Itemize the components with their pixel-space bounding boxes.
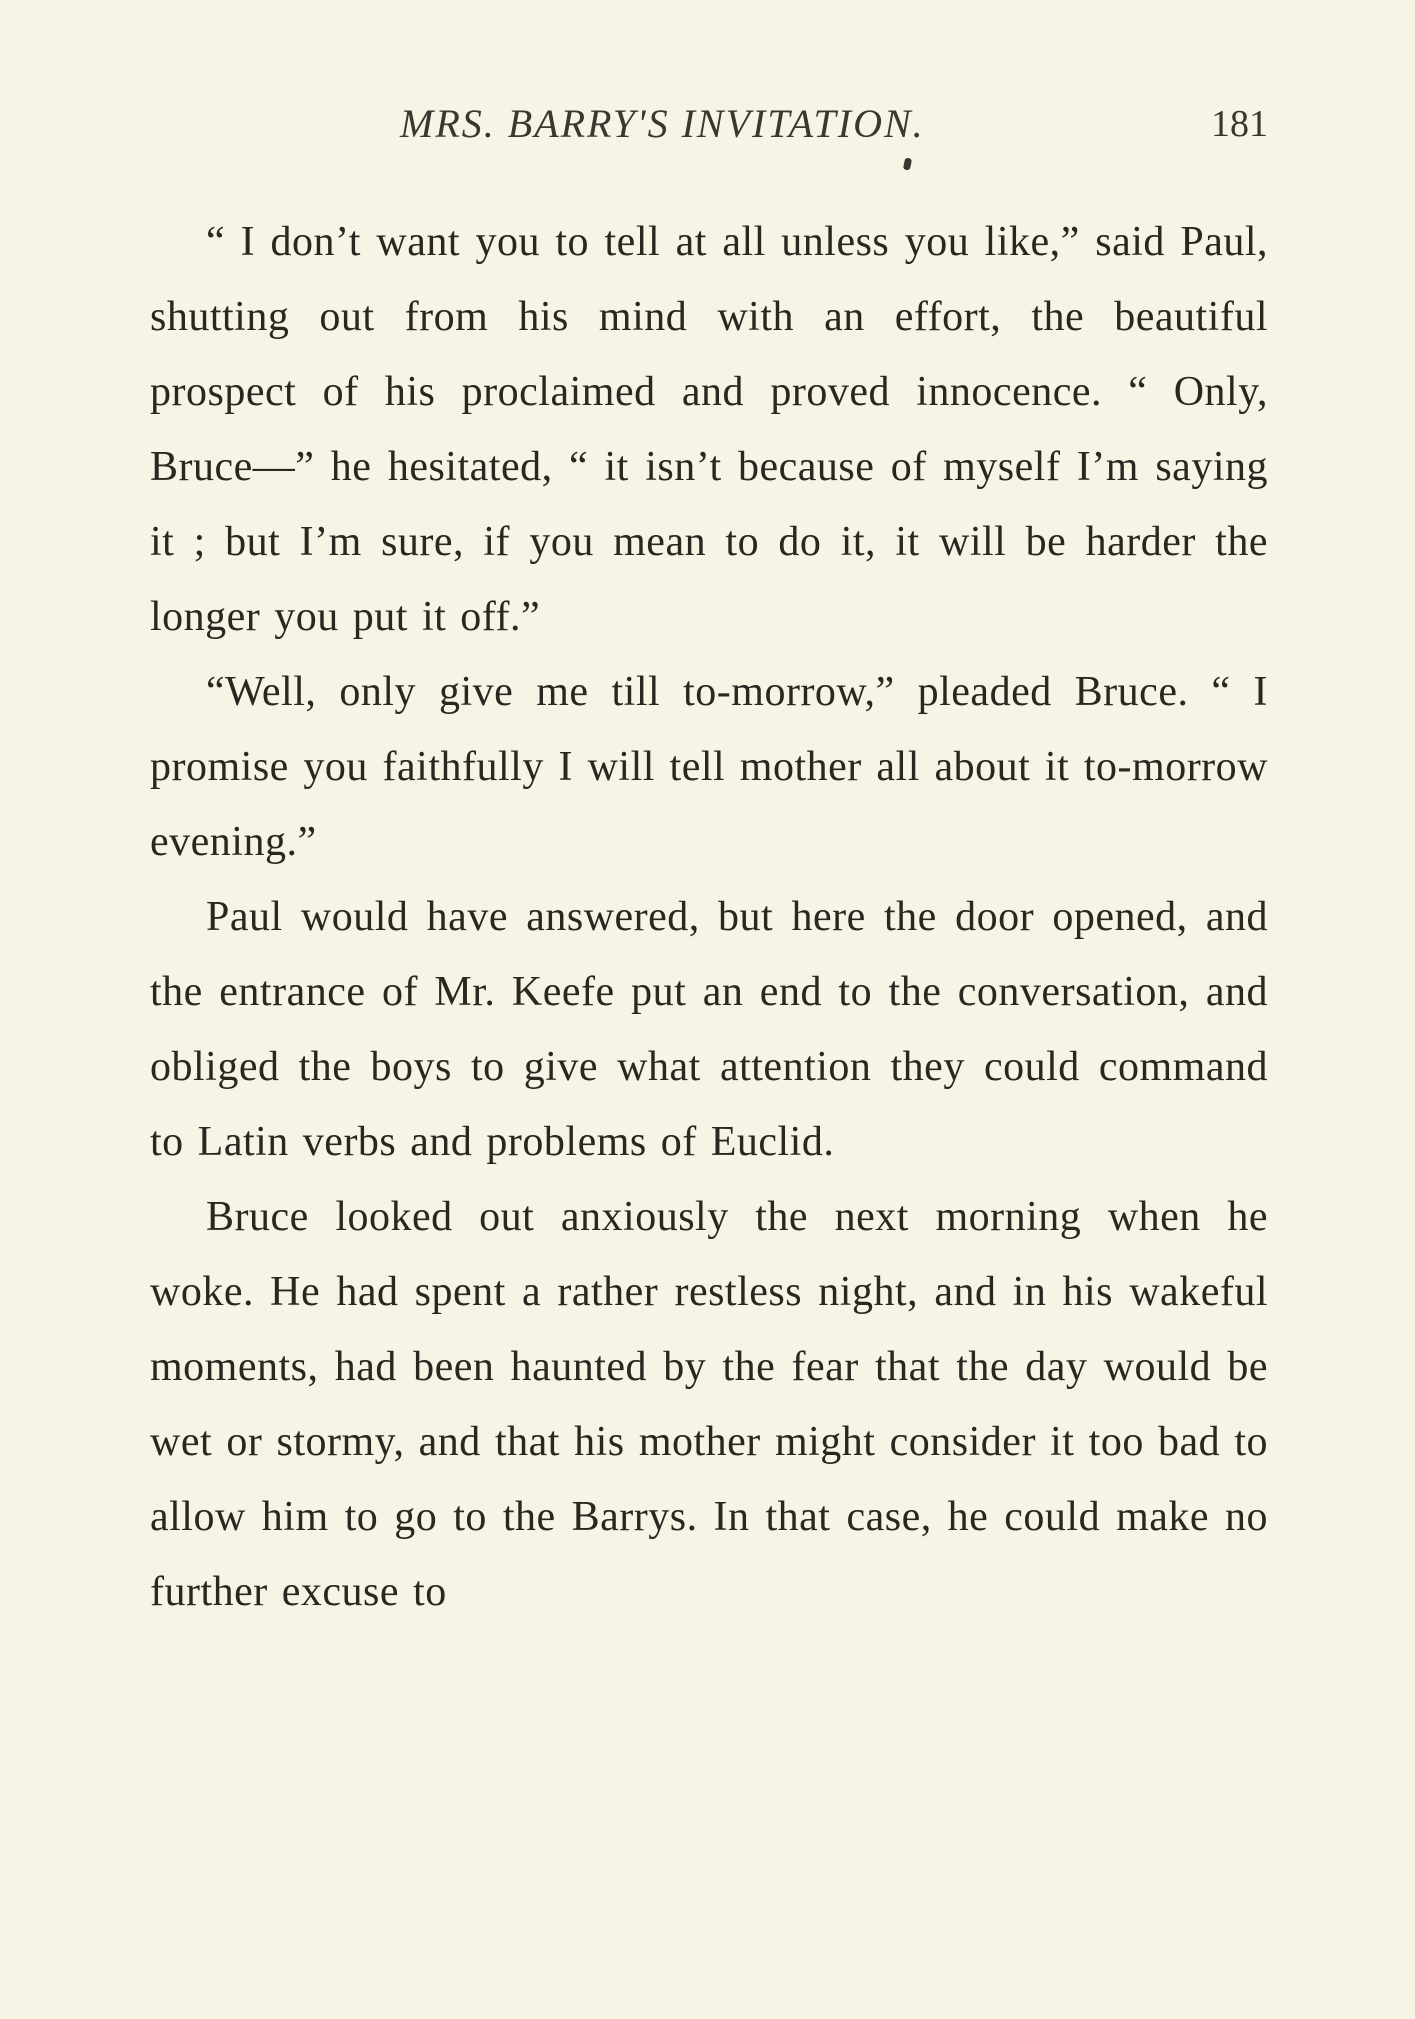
paragraph-2: “Well, only give me till to-morrow,” pleaded Bruce. “ I promise you faithfully I will tell mother all about it to-morrow evening.” (150, 669, 1268, 865)
paragraph-3: Paul would have answered, but here the door opened, and the entrance of Mr. Keefe put an end to the conversation, and obliged the boys to give what attention they could command to Latin verbs and problems of Euclid. (150, 894, 1268, 1165)
body-text (150, 205, 1268, 1630)
page-number: 181 (1211, 103, 1268, 145)
running-head (150, 100, 1268, 160)
running-title: MRS. BARRY'S INVITATION. (400, 101, 925, 146)
paragraph-1: “ I don’t want you to tell at all unless you like,” said Paul, shutting out from his mind with an effort, the beautiful prospect of his proclaimed and proved innocence. “ Only, Bruce—” he hesitated, “ it isn’t because of myself I’m saying it ; but I’m sure, if you mean to do it, it will be harder the longer you put it off.” (150, 219, 1268, 640)
paragraph-4: Bruce looked out anxiously the next morning when he woke. He had spent a rather restless night, and in his wakeful moments, had been haunted by the fear that the day would be wet or stormy, and that his mother might consider it too bad to allow him to go to the Barrys. In that case, he could make no further excuse to (150, 1194, 1268, 1615)
ink-speck (903, 157, 912, 170)
